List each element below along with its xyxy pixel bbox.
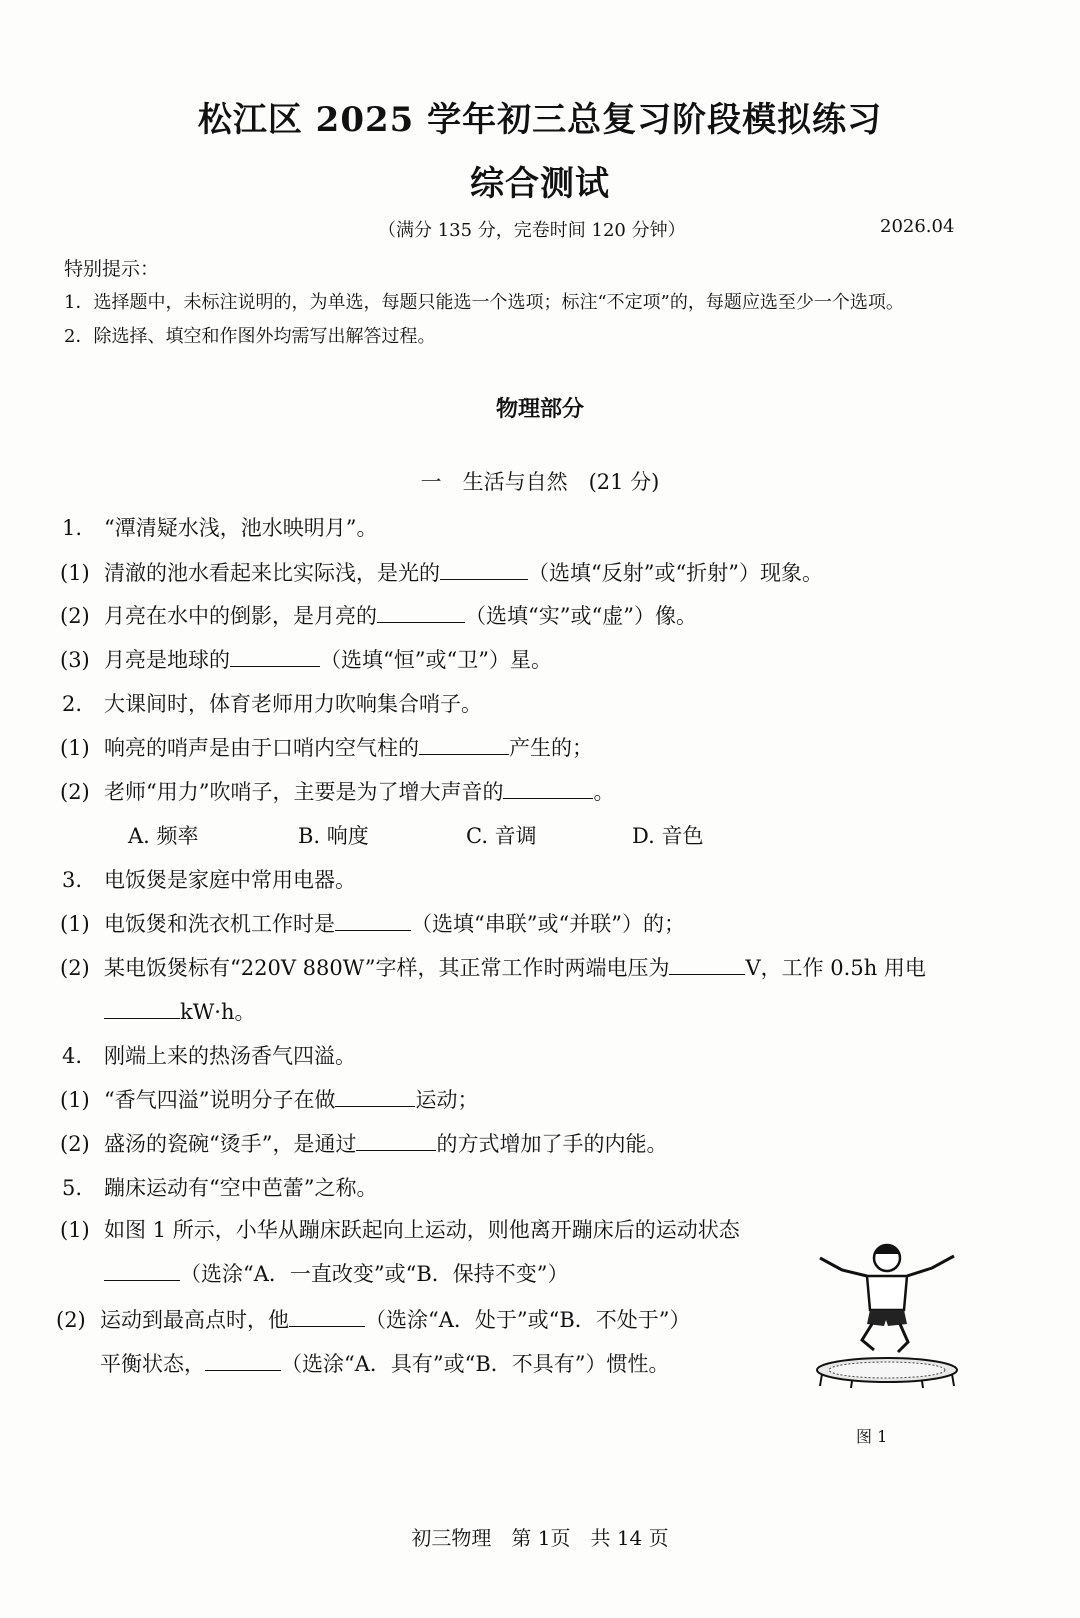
stem-text: 蹦床运动有“空中芭蕾”之称。 bbox=[104, 1176, 378, 1200]
question-3-1 bbox=[60, 908, 685, 938]
sub-text-mid: V，工作 0.5h 用电 bbox=[745, 956, 926, 980]
question-4-2 bbox=[60, 1128, 667, 1158]
question-4-stem bbox=[62, 1040, 356, 1070]
sub-text-pre: 平衡状态， bbox=[100, 1352, 205, 1376]
sub-text-pre: 盛汤的瓷碗“烫手”，是通过 bbox=[104, 1132, 357, 1156]
option-c: C. 音调 bbox=[466, 824, 537, 848]
answer-blank bbox=[419, 736, 509, 755]
question-number: 1. bbox=[62, 516, 83, 540]
option-d: D. 音色 bbox=[632, 824, 704, 848]
question-number: 3. bbox=[62, 868, 83, 892]
figure-shirt bbox=[867, 1276, 907, 1310]
sub-text-post: kW·h。 bbox=[180, 1000, 256, 1024]
sub-label: (1) bbox=[60, 561, 90, 585]
stem-text: 电饭煲是家庭中常用电器。 bbox=[104, 868, 356, 892]
sub-text-post: 。 bbox=[593, 780, 615, 804]
stem-text: 刚端上来的热汤香气四溢。 bbox=[104, 1044, 356, 1068]
trampoline-figure bbox=[812, 1238, 962, 1388]
option-b: B. 响度 bbox=[298, 824, 369, 848]
sub-label: (2) bbox=[56, 1308, 86, 1332]
sub-label: (2) bbox=[60, 1132, 90, 1156]
sub-text-pre: 清澈的池水看起来比实际浅，是光的 bbox=[104, 561, 440, 585]
answer-blank bbox=[104, 1000, 180, 1019]
sub-label: (2) bbox=[60, 604, 90, 628]
sub-text-post: （选填“反射”或“折射”）现象。 bbox=[528, 561, 823, 585]
exam-info: （满分 135 分，完卷时间 120 分钟） bbox=[378, 220, 686, 241]
question-1-3 bbox=[60, 644, 552, 674]
exam-subtitle: 综合测试 bbox=[470, 164, 610, 204]
sub-text-post: 产生的； bbox=[509, 736, 593, 760]
question-number: 4. bbox=[62, 1044, 83, 1068]
section-title: 一 生活与自然 (21 分) bbox=[420, 470, 660, 494]
question-1-1 bbox=[60, 557, 823, 587]
note-item-1: 1．选择题中，未标注说明的，为单选，每题只能选一个选项；标注“不定项”的，每题应选至少一个选项。 bbox=[64, 292, 904, 313]
part-title: 物理部分 bbox=[495, 396, 584, 422]
sub-text-post: （选涂“A．处于”或“B．不处于”） bbox=[365, 1308, 691, 1332]
note-item-2: 2．除选择、填空和作图外均需写出解答过程。 bbox=[64, 326, 436, 347]
sub-text-pre: 某电饭煲标有“220V 880W”字样，其正常工作时两端电压为 bbox=[104, 956, 670, 980]
answer-blank bbox=[104, 1262, 180, 1281]
sub-text-post: 运动； bbox=[415, 1088, 479, 1112]
sub-label: (1) bbox=[60, 1088, 90, 1112]
sub-text-post: （选填“串联”或“并联”）的； bbox=[411, 912, 685, 936]
answer-blank bbox=[335, 912, 411, 931]
question-number: 5. bbox=[62, 1176, 83, 1200]
sub-text-post: 的方式增加了手的内能。 bbox=[436, 1132, 668, 1156]
question-5-2 bbox=[56, 1304, 691, 1334]
question-3-2 bbox=[60, 952, 926, 982]
sub-text-pre: “香气四溢”说明分子在做 bbox=[104, 1088, 336, 1112]
question-2-stem bbox=[62, 688, 482, 718]
sub-label: (1) bbox=[60, 736, 90, 760]
notes-heading: 特别提示： bbox=[64, 258, 160, 280]
figure-legs bbox=[862, 1324, 908, 1352]
answer-blank bbox=[230, 648, 320, 667]
sub-text-post: （选填“恒”或“卫”）星。 bbox=[320, 648, 552, 672]
answer-blank bbox=[205, 1352, 281, 1371]
stem-text: “潭清疑水浅，池水映明月”。 bbox=[104, 516, 378, 540]
question-3-2-continued bbox=[104, 996, 256, 1026]
sub-text-pre: 运动到最高点时，他 bbox=[100, 1308, 289, 1332]
question-2-2 bbox=[60, 776, 614, 806]
sub-text-pre: 电饭煲和洗衣机工作时是 bbox=[104, 912, 335, 936]
question-2-1 bbox=[60, 732, 593, 762]
answer-blank bbox=[503, 780, 593, 799]
sub-text-pre: 月亮是地球的 bbox=[104, 648, 230, 672]
sub-label: (2) bbox=[60, 780, 90, 804]
trampoline-inner bbox=[829, 1362, 945, 1378]
question-number: 2. bbox=[62, 692, 83, 716]
sub-label: (1) bbox=[60, 1218, 90, 1242]
answer-blank bbox=[669, 956, 745, 975]
sub-text-pre: 老师“用力”吹哨子，主要是为了增大声音的 bbox=[104, 780, 504, 804]
question-5-stem bbox=[62, 1172, 377, 1202]
question-1-stem bbox=[62, 512, 377, 542]
sub-text-pre: 月亮在水中的倒影，是月亮的 bbox=[104, 604, 377, 628]
figure-caption: 图 1 bbox=[856, 1427, 888, 1446]
exam-title: 松江区 2025 学年初三总复习阶段模拟练习 bbox=[197, 100, 883, 140]
sub-label: (3) bbox=[60, 648, 90, 672]
exam-date: 2026.04 bbox=[880, 216, 955, 237]
sub-label: (1) bbox=[60, 912, 90, 936]
question-5-2-continued bbox=[100, 1348, 670, 1378]
answer-blank bbox=[356, 1132, 436, 1151]
question-5-1-continued bbox=[104, 1258, 569, 1288]
sub-label: (2) bbox=[60, 956, 90, 980]
sub-text-pre: 如图 1 所示，小华从蹦床跃起向上运动，则他离开蹦床后的运动状态 bbox=[104, 1218, 740, 1242]
answer-blank bbox=[377, 604, 465, 623]
sub-text-post: （选涂“A．具有”或“B．不具有”）惯性。 bbox=[281, 1352, 670, 1376]
question-1-2 bbox=[60, 600, 697, 630]
answer-blank bbox=[335, 1088, 415, 1107]
question-4-1 bbox=[60, 1084, 478, 1114]
sub-text-pre: 响亮的哨声是由于口哨内空气柱的 bbox=[104, 736, 419, 760]
question-5-1 bbox=[60, 1214, 740, 1244]
question-2-options bbox=[128, 820, 703, 850]
answer-blank bbox=[440, 561, 528, 580]
sub-text-post: （选填“实”或“虚”）像。 bbox=[465, 604, 697, 628]
page-footer: 初三物理 第 1页 共 14 页 bbox=[411, 1526, 669, 1550]
sub-text-post: （选涂“A．一直改变”或“B．保持不变”） bbox=[180, 1262, 569, 1286]
question-3-stem bbox=[62, 864, 356, 894]
answer-blank bbox=[289, 1308, 365, 1327]
option-a: A. 频率 bbox=[128, 824, 199, 848]
stem-text: 大课间时，体育老师用力吹响集合哨子。 bbox=[104, 692, 482, 716]
